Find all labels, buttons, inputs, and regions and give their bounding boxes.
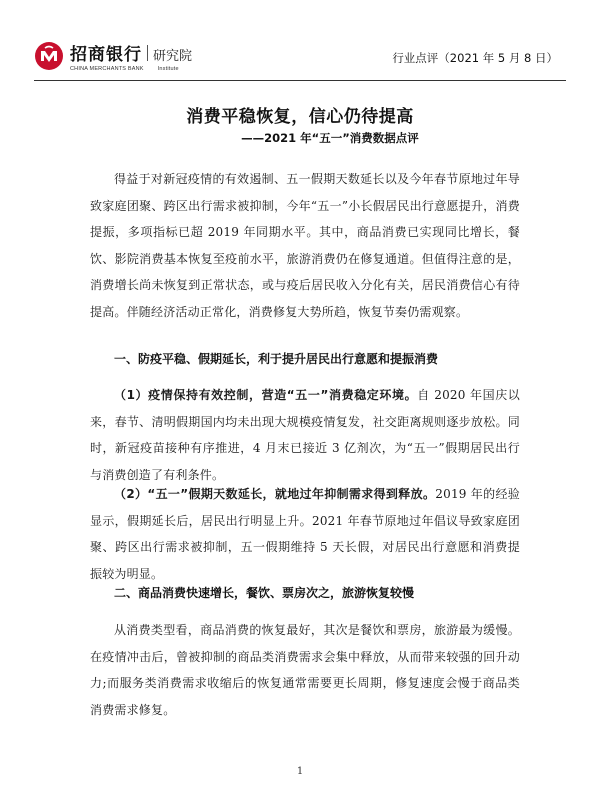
point-2-lead: （2）“五一”假期天数延长，就地过年抑制需求得到释放。 — [114, 487, 436, 501]
logo-english-institute: Institute — [157, 66, 179, 72]
intro-paragraph: 得益于对新冠疫情的有效遏制、五一假期天数延长以及今年春节原地过年导致家庭团聚、跨区出行需求被抑制，今年“五一”小长假居民出行意愿提升，消费提振，多项指标已超 2019 年同期水平。其中，商品消费已实现同比增长，餐饮、影院消费基本恢复至疫前水平，旅游消费仍在修复通道。但值得注意的是，消费增长尚未恢复到正常状态，或与疫后居民收入分化有关，居民消费信心有待提高。伴随经济活动正常化，消费修复大势所趋，恢复节奏仍需观察。 — [90, 172, 520, 319]
logo-english — [70, 66, 192, 72]
section-2-paragraph: 从消费类型看，商品消费的恢复最好，其次是餐饮和票房，旅游最为缓慢。在疫情冲击后，曾被抑制的商品类消费需求会集中释放，从而带来较强的回升动力;而服务类消费需求收缩后的恢复通常需要更长周期，修复速度会慢于商品类消费需求修复。 — [90, 623, 520, 717]
document-type-date: 行业点评（2021 年 5 月 8 日） — [392, 51, 558, 65]
page-subtitle: ——2021 年“五一”消费数据点评 — [241, 131, 419, 145]
logo-institute: 研究院 — [153, 49, 193, 64]
page-number: 1 — [296, 766, 304, 777]
point-1-lead: （1）疫情保持有效控制，营造“五一”消费稳定环境。 — [114, 388, 418, 402]
logo-english-bank: CHINA MERCHANTS BANK — [70, 66, 144, 72]
cmb-logo-icon — [34, 41, 64, 71]
point-1-paragraph — [90, 382, 520, 488]
page-title: 消费平稳恢复，信心仍待提高 — [186, 107, 414, 127]
header-divider — [34, 80, 566, 81]
section-heading-1: 一、防疫平稳、假期延长，利于提升居民出行意愿和提振消费 — [114, 352, 439, 366]
point-2-body: 2019 年的经验显示，假期延长后，居民出行明显上升。2021 年春节原地过年倡议导致家庭团聚、跨区出行需求被抑制，五一假期维持 5 天长假，对居民出行意愿和消费提振较为明显。 — [90, 487, 520, 581]
page-header — [34, 40, 564, 76]
point-2-paragraph — [90, 481, 520, 587]
point-1-body: 自 2020 年国庆以来，春节、清明假期国内均未出现大规模疫情复发，社交距离规则逐步放松。同时，新冠疫苗接种有序推进，4 月末已接近 3 亿剂次，为“五一”假期居民出行与消费创造了有利条件。 — [90, 388, 521, 482]
logo-bank-name: 招商银行 — [70, 45, 142, 65]
logo — [34, 40, 192, 72]
section-heading-2: 二、商品消费快速增长，餐饮、票房次之，旅游恢复较慢 — [114, 586, 415, 600]
logo-divider — [147, 45, 148, 61]
